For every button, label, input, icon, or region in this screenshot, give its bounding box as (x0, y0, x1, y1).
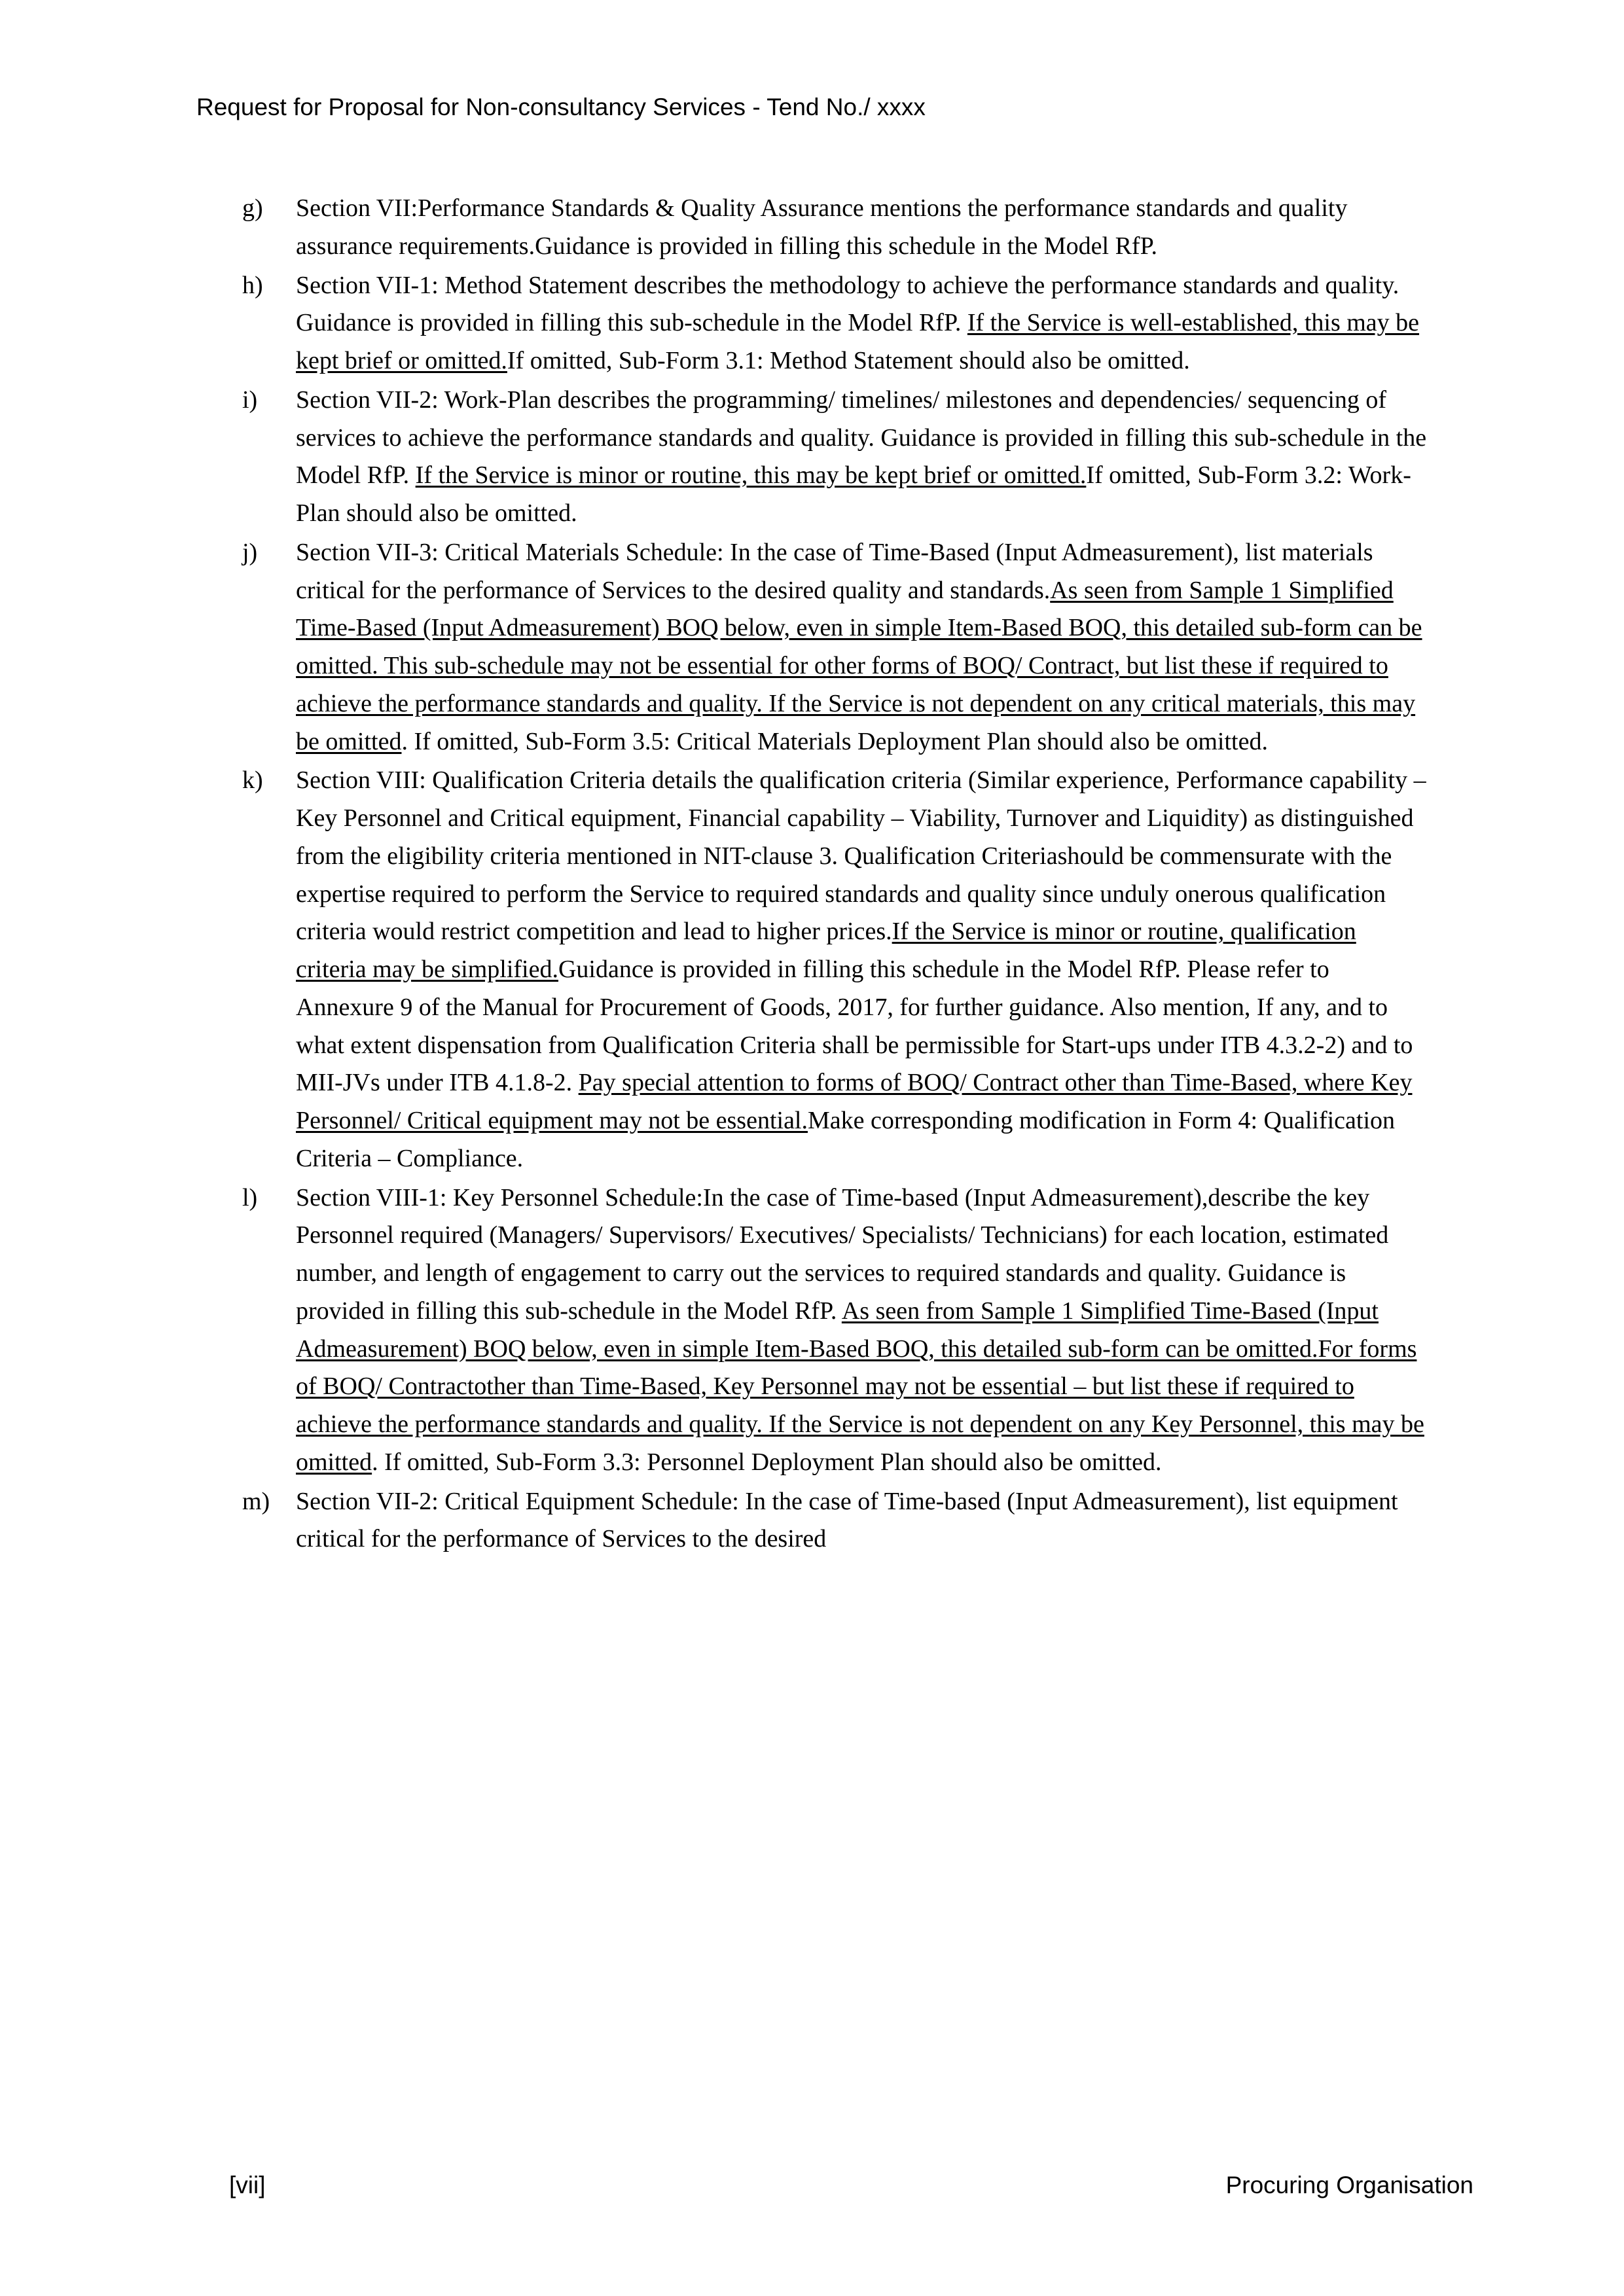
clause-text-plain: If omitted, Sub-Form 3.2: Work-Plan should also be omitted. (296, 461, 1411, 527)
clause-item (242, 1179, 1427, 1482)
clause-marker: m) (242, 1487, 270, 1515)
page-number: [vii] (229, 2172, 266, 2198)
clause-marker: g) (242, 194, 263, 222)
clause-text-plain: Section VII:Performance Standards & Quality Assurance mentions the performance standards and quality assurance requirements.Guidance is provided in filling this schedule in the Model RfP. (296, 194, 1348, 260)
clause-marker: i) (242, 386, 258, 414)
clause-text (296, 267, 1427, 380)
clause-text-plain: Section VII-3: Critical Materials Schedule: In the case of Time-Based (Input Admeasurement), list materials critical for the performance of Services to the desired quality and standards. (296, 538, 1373, 604)
clause-text-plain: . If omitted, Sub-Form 3.3: Personnel Deployment Plan should also be omitted. (372, 1448, 1162, 1476)
clause-text-plain: If omitted, Sub-Form 3.1: Method Statement should also be omitted. (507, 347, 1190, 374)
clause-text (296, 762, 1427, 1177)
clause-text-plain: Section VII-1: Method Statement describes the methodology to achieve the performance standards and quality. Guidance is provided in filling this sub-schedule in the Model RfP. (296, 271, 1399, 337)
clause-text-plain: Section VII-2: Work-Plan describes the programming/ timelines/ milestones and dependencies/ sequencing of services to achieve the performance standards and quality. Guidance is provided in filling this sub-schedule in the Model RfP. (296, 386, 1427, 490)
clause-text-underlined: If the Service is well-established, this may be kept brief or omitted. (296, 309, 1420, 374)
clause-text-plain: Section VIII-1: Key Personnel Schedule:In the case of Time-based (Input Admeasurement),describe the key Personnel required (Managers/ Supervisors/ Executives/ Specialists/ Technicians) for each location, estimated number, and length of engagement to carry out the services to required standards and quality. Guidance is provided in filling this sub-schedule in the Model RfP. (296, 1183, 1389, 1325)
clause-marker: k) (242, 766, 263, 795)
clause-item (242, 762, 1427, 1177)
clause-item (242, 1483, 1427, 1559)
clause-text (296, 190, 1427, 266)
clause-text-plain: Section VIII: Qualification Criteria details the qualification criteria (Similar experience, Performance capability – Key Personnel and Critical equipment, Financial capability – Viability, Turnover and Liquidity) as distinguished from the eligibility criteria mentioned in NIT-clause 3. Qualification Criteriashould be commensurate with the expertise required to perform the Service to required standards and quality since unduly onerous qualification criteria would restrict competition and lead to higher prices. (296, 766, 1426, 946)
clause-text-underlined: As seen from Sample 1 Simplified Time-Based (Input Admeasurement) BOQ below, even in simple Item-Based BOQ, this detailed sub-form can be omitted.For forms of BOQ/ Contractother than Time-Based, Key Personnel may not be essential – but list these if required to achieve the performance standards and quality. If the Service is not dependent on any Key Personnel, this may be omitted (296, 1297, 1424, 1476)
page-header: Request for Proposal for Non-consultancy Services - Tend No./ xxxx (196, 94, 926, 120)
clause-marker: l) (242, 1183, 258, 1211)
clause-item (242, 190, 1427, 266)
clause-text-plain: Make corresponding modification in Form 4: Qualification Criteria – Compliance. (296, 1107, 1396, 1172)
page-footer (196, 2172, 1473, 2199)
clause-text (296, 1179, 1427, 1482)
clause-text (296, 1483, 1427, 1559)
clause-text-plain: Guidance is provided in filling this schedule in the Model RfP. Please refer to Annexure 9 of the Manual for Procurement of Goods, 2017, for further guidance. Also mention, If any, and to what extent dispensation from Qualification Criteria shall be permissible for Start-ups under ITB 4.3.2-2) and to MII-JVs under ITB 4.1.8-2. (296, 956, 1413, 1097)
clause-text-underlined: If the Service is minor or routine, this may be kept brief or omitted. (415, 461, 1087, 490)
clause-text-underlined: Pay special attention to forms of BOQ/ Contract other than Time-Based, where Key Personnel/ Critical equipment may not be essential. (296, 1069, 1413, 1134)
clause-item (242, 267, 1427, 380)
document-body (242, 190, 1427, 1560)
clause-list (242, 190, 1427, 1558)
clause-marker: j) (242, 538, 258, 566)
clause-text-underlined: If the Service is minor or routine, qualification criteria may be simplified. (296, 918, 1356, 983)
clause-text-underlined: As seen from Sample 1 Simplified Time-Based (Input Admeasurement) BOQ below, even in simple Item-Based BOQ, this detailed sub-form can be omitted. This sub-schedule may not be essential for other forms of BOQ/ Contract, but list these if required to achieve the performance standards and quality. If the Service is not dependent on any critical materials, this may be omitted (296, 576, 1422, 755)
clause-text-plain: . If omitted, Sub-Form 3.5: Critical Materials Deployment Plan should also be omitted. (401, 727, 1268, 755)
clause-marker: h) (242, 271, 263, 299)
clause-text (296, 382, 1427, 533)
footer-organisation: Procuring Organisation (1225, 2172, 1473, 2198)
clause-text (296, 534, 1427, 761)
clause-item (242, 534, 1427, 761)
clause-item (242, 382, 1427, 533)
clause-text-plain: Section VII-2: Critical Equipment Schedule: In the case of Time-based (Input Admeasurement), list equipment critical for the performance of Services to the desired (296, 1487, 1398, 1553)
